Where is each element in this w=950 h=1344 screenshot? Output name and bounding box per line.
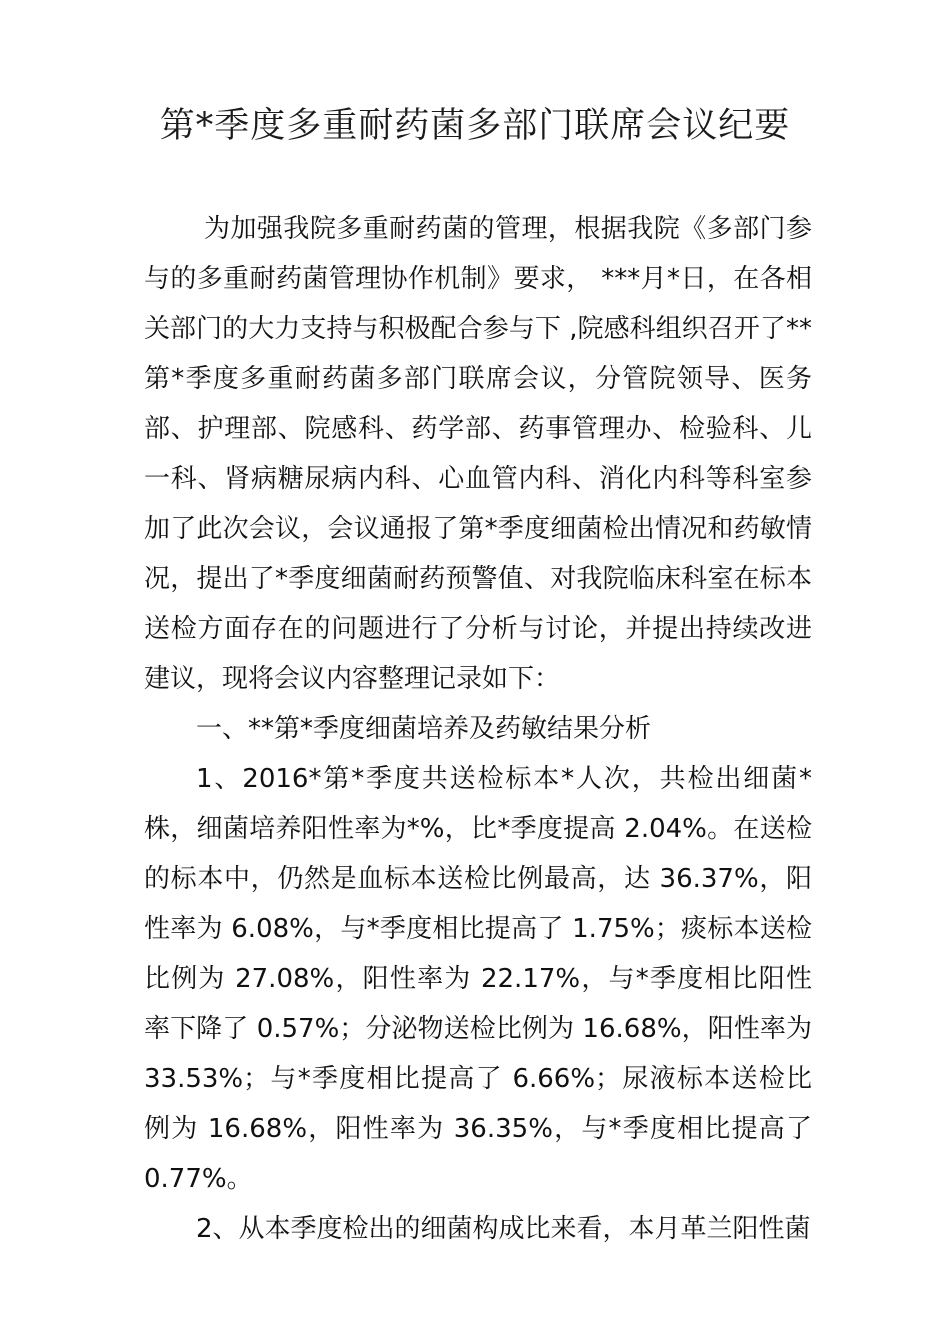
section-heading: 一、**第*季度细菌培养及药敏结果分析 — [196, 714, 652, 744]
item-1-paragraph: 1、2016*第*季度共送检标本*人次，共检出细菌*株，细菌培养阳性率为*%，比*季度提高 2.04%。在送检的标本中，仍然是血标本送检比例最高，达 36.37%，阳性率为 6.08%，与*季度相比提高了 1.75%；痰标本送检比例为 27.08%，阳性率为 22.17%，与*季度相比阳性率下降了 0.57%；分泌物送检比例为 16.68%，阳性率为 33.53%；与*季度相比提高了 6.66%；尿液标本送检比例为 16.68%，阳性率为 36.35%，与*季度相比提高了 0.77%。 — [144, 764, 812, 1194]
document-body — [144, 204, 812, 1254]
document-title: 第*季度多重耐药菌多部门联席会议纪要 — [159, 106, 791, 146]
item-2-paragraph: 2、从本季度检出的细菌构成比来看，本月革兰阳性菌 — [196, 1214, 811, 1244]
intro-paragraph: 为加强我院多重耐药菌的管理，根据我院《多部门参与的多重耐药菌管理协作机制》要求， ***月*日，在各相关部门的大力支持与积极配合参与下 ,院感科组织召开了**第*季度多重耐药菌多部门联席会议，分管院领导、医务部、护理部、院感科、药学部、药事管理办、检验科、儿一科、肾病糖尿病内科、心血管内科、消化内科等科室参加了此次会议，会议通报了第*季度细菌检出情况和药敏情况，提出了*季度细菌耐药预警值、对我院临床科室在标本送检方面存在的问题进行了分析与讨论，并提出持续改进建议，现将会议内容整理记录如下： — [144, 214, 812, 694]
